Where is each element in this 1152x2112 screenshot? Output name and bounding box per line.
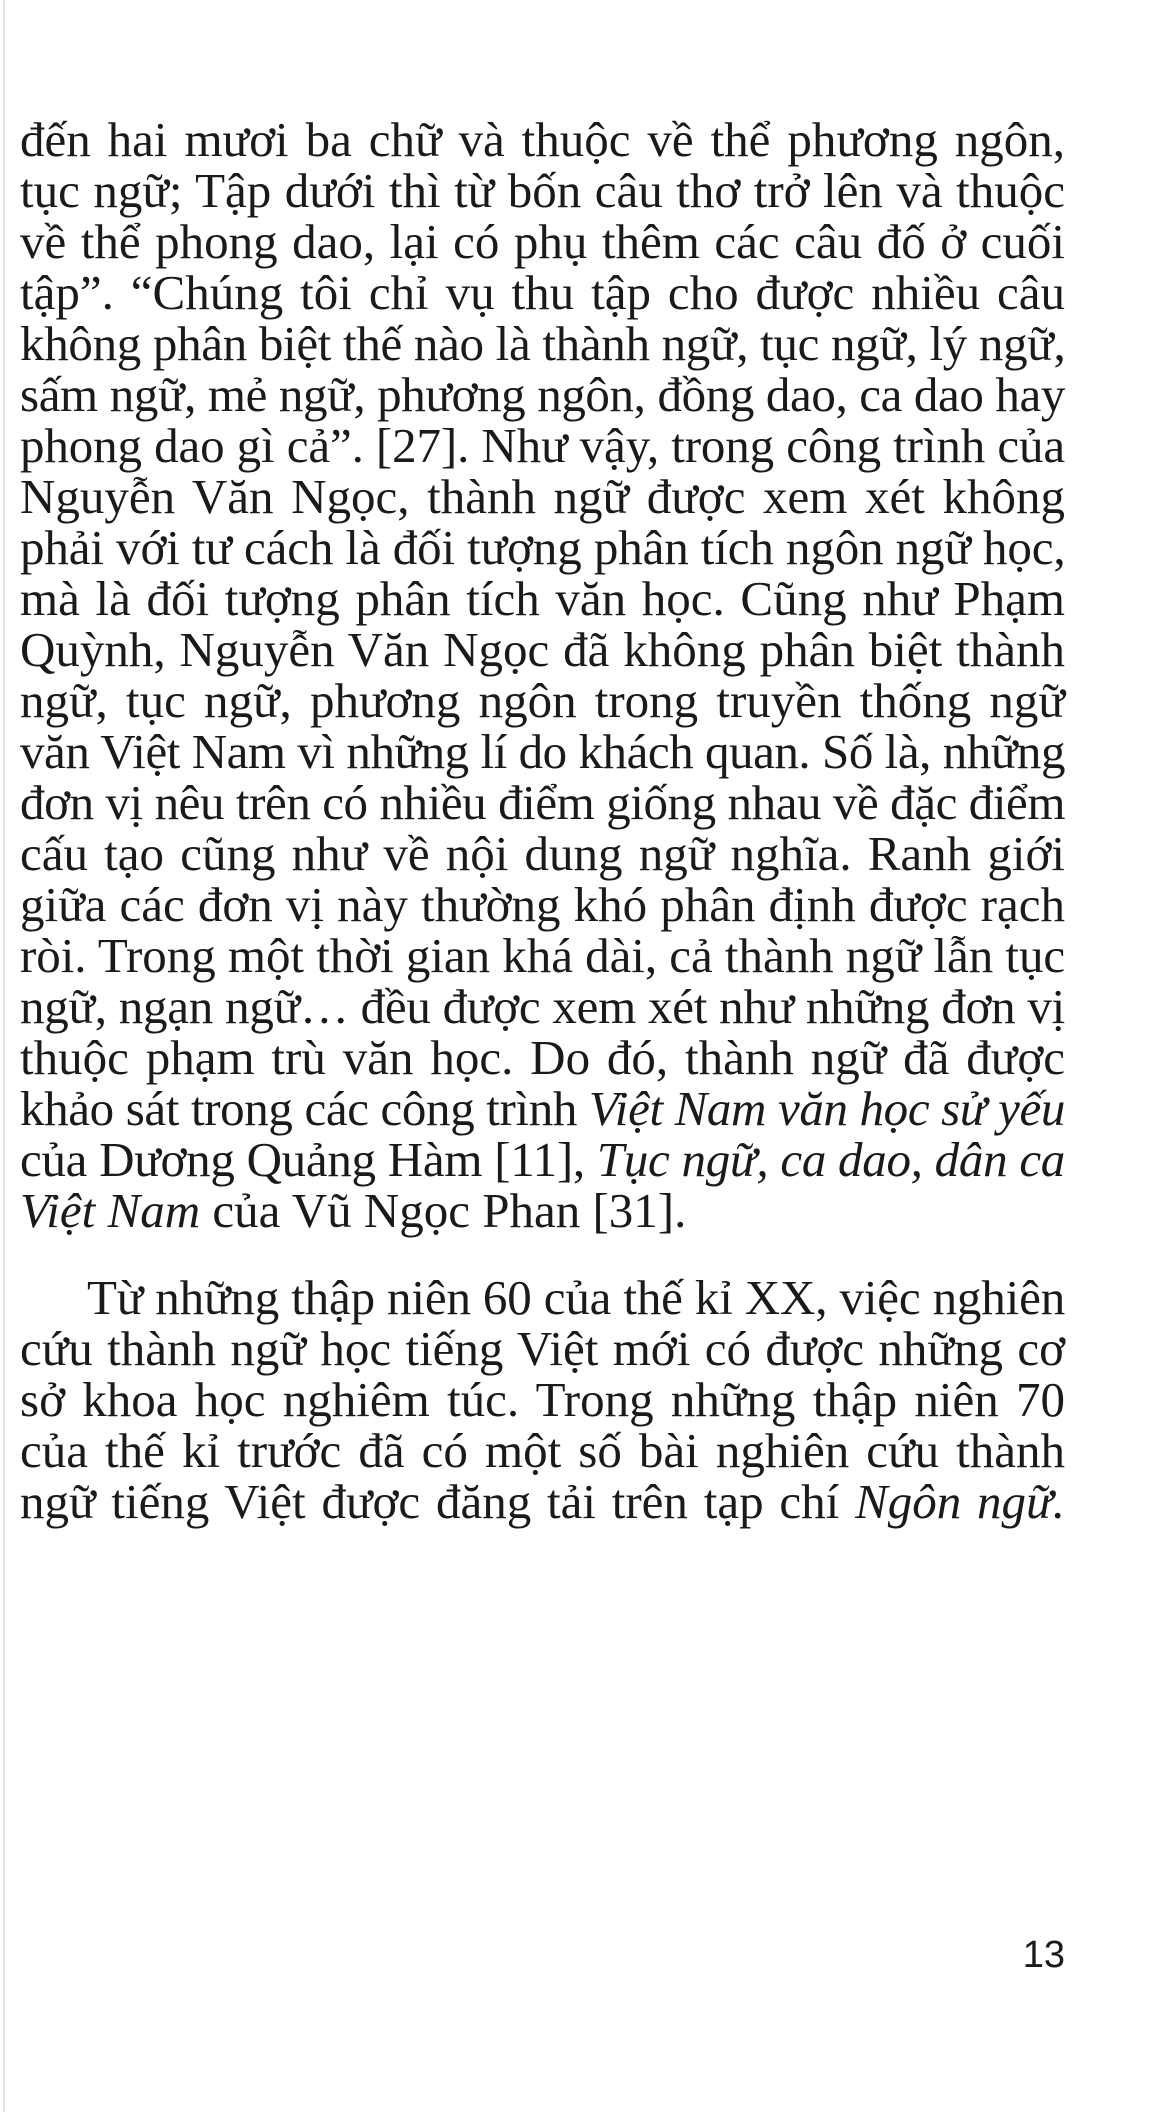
- text-run: khảo sát trong các công trình: [20, 1081, 589, 1136]
- text-run: Nguyễn Văn Ngọc, thành ngữ được xem xét không: [20, 469, 1065, 524]
- text-run: sở khoa học nghiêm túc. Trong những thập niên 70: [20, 1372, 1065, 1427]
- text-run: ngữ tiếng Việt được đăng tải trên tạp chí: [20, 1474, 856, 1529]
- text-run: văn Việt Nam vì những lí do khách quan. Số là, những: [20, 724, 1065, 779]
- text-run: của Dương Quảng Hàm [11],: [20, 1132, 597, 1187]
- text-run: phong dao gì cả”. [27]. Như vậy, trong công trình của: [20, 418, 1065, 473]
- text-run: đến hai mươi ba chữ và thuộc về thể phương ngôn,: [20, 112, 1065, 167]
- text-run: tục ngữ; Tập dưới thì từ bốn câu thơ trở lên và thuộc: [20, 163, 1065, 218]
- text-run: Từ những thập niên 60 của thế kỉ XX, việc nghiên: [87, 1270, 1066, 1325]
- text-run: đơn vị nêu trên có nhiều điểm giống nhau về đặc điểm: [20, 775, 1066, 830]
- text-run: của Vũ Ngọc Phan [31].: [200, 1183, 687, 1238]
- italic-title: Việt Nam văn học sử yếu: [588, 1081, 1065, 1136]
- text-run: sấm ngữ, mẻ ngữ, phương ngôn, đồng dao, ca dao hay: [20, 367, 1065, 422]
- text-run: tập”. “Chúng tôi chỉ vụ thu tập cho được nhiều câu: [20, 265, 1065, 320]
- italic-title: Tục ngữ, ca dao, dân ca: [596, 1132, 1065, 1187]
- text-run: phải với tư cách là đối tượng phân tích ngôn ngữ học,: [20, 520, 1066, 575]
- gutter-edge: [3, 0, 5, 2112]
- text-run: của thế kỉ trước đã có một số bài nghiên cứu thành: [20, 1423, 1065, 1478]
- text-line: [20, 1181, 1065, 1241]
- text-run: ngữ, ngạn ngữ… đều được xem xét như những đơn vị: [20, 979, 1065, 1034]
- text-run: Quỳnh, Nguyễn Văn Ngọc đã không phân biệt thành: [20, 622, 1065, 677]
- text-line: [20, 1472, 1065, 1532]
- text-run: cứu thành ngữ học tiếng Việt mới có được những cơ: [20, 1321, 1065, 1376]
- text-run: ròi. Trong một thời gian khá dài, cả thành ngữ lẫn tục: [20, 928, 1066, 983]
- italic-title: Ngôn ngữ.: [855, 1474, 1065, 1529]
- page-number: 13: [1022, 1934, 1065, 1976]
- text-run: thuộc phạm trù văn học. Do đó, thành ngữ đã được: [20, 1030, 1065, 1085]
- italic-title: Việt Nam: [20, 1183, 201, 1238]
- text-run: không phân biệt thế nào là thành ngữ, tục ngữ, lý ngữ,: [20, 316, 1066, 371]
- text-run: ngữ, tục ngữ, phương ngôn trong truyền thống ngữ: [20, 673, 1065, 728]
- text-run: cấu tạo cũng như về nội dung ngữ nghĩa. Ranh giới: [20, 826, 1065, 881]
- text-run: về thể phong dao, lại có phụ thêm các câu đố ở cuối: [20, 214, 1065, 269]
- text-run: mà là đối tượng phân tích văn học. Cũng như Phạm: [20, 571, 1065, 626]
- text-run: giữa các đơn vị này thường khó phân định được rạch: [20, 877, 1065, 932]
